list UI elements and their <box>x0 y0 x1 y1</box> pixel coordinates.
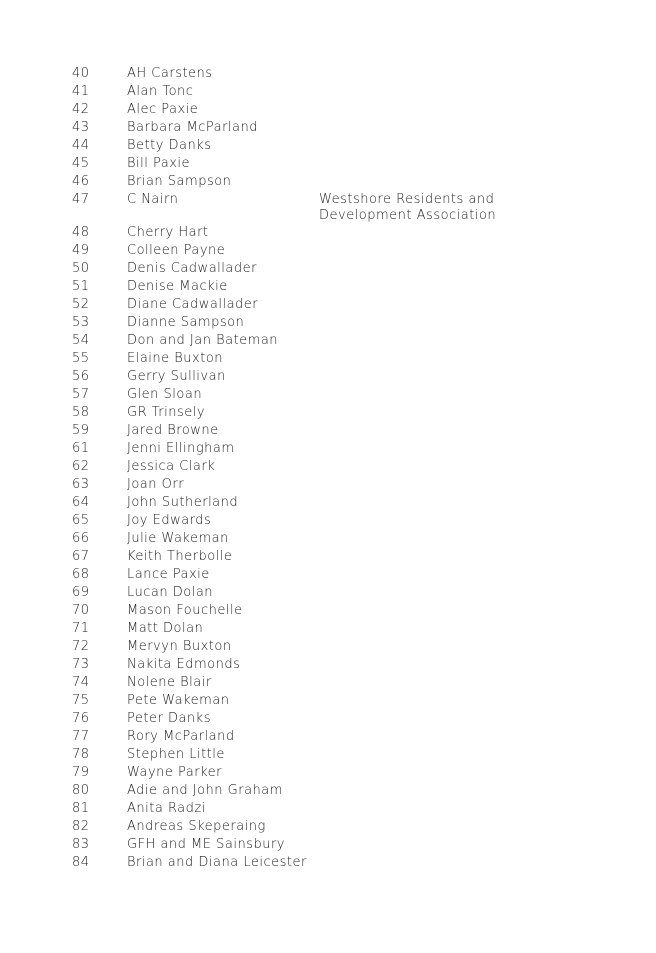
submission-number: 45 <box>72 156 90 171</box>
submitter-organisation <box>319 440 589 441</box>
submitter-row <box>0 854 656 872</box>
submitter-organisation <box>319 422 589 423</box>
submission-number: 68 <box>72 567 90 582</box>
submitter-organisation <box>319 746 589 747</box>
submitter-name: Mason Fouchelle <box>127 603 243 618</box>
submitter-row <box>0 710 656 728</box>
submitter-organisation <box>319 602 589 603</box>
submission-number: 56 <box>72 369 90 384</box>
submitter-name: Mervyn Buxton <box>127 639 232 654</box>
submitter-organisation <box>319 692 589 693</box>
submission-number: 73 <box>72 657 90 672</box>
submitter-organisation <box>319 512 589 513</box>
submission-number: 84 <box>72 855 90 870</box>
submitter-row <box>0 65 656 83</box>
submission-number: 71 <box>72 621 90 636</box>
submitter-row <box>0 173 656 191</box>
submitter-organisation <box>319 710 589 711</box>
submission-number: 78 <box>72 747 90 762</box>
submitter-organisation <box>319 260 589 261</box>
submitter-row <box>0 458 656 476</box>
submitter-organisation <box>319 494 589 495</box>
submitter-organisation <box>319 224 589 225</box>
submitter-organisation <box>319 173 589 174</box>
submitter-name: Jessica Clark <box>127 459 216 474</box>
submitter-name: Joy Edwards <box>127 513 212 528</box>
submission-number: 65 <box>72 513 90 528</box>
submitter-organisation <box>319 800 589 801</box>
submitter-name: Anita Radzi <box>127 801 206 816</box>
submitter-organisation <box>319 476 589 477</box>
submitter-row <box>0 638 656 656</box>
submitter-name: Denis Cadwallader <box>127 261 257 276</box>
submitter-row <box>0 119 656 137</box>
submitter-organisation <box>319 656 589 657</box>
submitter-row <box>0 101 656 119</box>
submission-number: 44 <box>72 138 90 153</box>
submitter-organisation <box>319 836 589 837</box>
submitter-name: Brian and Diana Leicester <box>127 855 307 870</box>
submitter-name: Joan Orr <box>127 477 185 492</box>
submitter-row <box>0 692 656 710</box>
submission-number: 72 <box>72 639 90 654</box>
submitter-row <box>0 728 656 746</box>
submitter-name: Nolene Blair <box>127 675 212 690</box>
submission-number: 82 <box>72 819 90 834</box>
submitter-name: Pete Wakeman <box>127 693 230 708</box>
submitter-name: Cherry Hart <box>127 225 209 240</box>
submitter-name: Brian Sampson <box>127 174 232 189</box>
submitter-name: Don and Jan Bateman <box>127 333 279 348</box>
submitter-name: Adie and John Graham <box>127 783 283 798</box>
submitter-organisation <box>319 404 589 405</box>
submitter-row <box>0 818 656 836</box>
submission-number: 43 <box>72 120 90 135</box>
submitter-row <box>0 494 656 512</box>
submitter-name: Glen Sloan <box>127 387 203 402</box>
submission-number: 50 <box>72 261 90 276</box>
submission-number: 74 <box>72 675 90 690</box>
submission-number: 79 <box>72 765 90 780</box>
submitter-row <box>0 476 656 494</box>
submission-number: 64 <box>72 495 90 510</box>
submitter-row <box>0 242 656 260</box>
submission-number: 80 <box>72 783 90 798</box>
submitter-organisation <box>319 137 589 138</box>
submission-number: 42 <box>72 102 90 117</box>
submitter-name: Alec Paxie <box>127 102 199 117</box>
submitter-row <box>0 530 656 548</box>
submitter-row <box>0 368 656 386</box>
submitter-organisation <box>319 854 589 855</box>
submitter-name: Wayne Parker <box>127 765 223 780</box>
submission-number: 52 <box>72 297 90 312</box>
submission-number: 51 <box>72 279 90 294</box>
submission-number: 47 <box>72 192 90 207</box>
submission-number: 66 <box>72 531 90 546</box>
submitter-row <box>0 404 656 422</box>
submission-number: 53 <box>72 315 90 330</box>
submitter-organisation <box>319 65 589 66</box>
submitter-row <box>0 566 656 584</box>
submission-number: 54 <box>72 333 90 348</box>
submitter-name: Diane Cadwallader <box>127 297 259 312</box>
submitter-name: Elaine Buxton <box>127 351 224 366</box>
submission-number: 41 <box>72 84 90 99</box>
submitter-name: Keith Therbolle <box>127 549 233 564</box>
submitter-name: Jenni Ellingham <box>127 441 235 456</box>
submission-number: 77 <box>72 729 90 744</box>
submission-number: 58 <box>72 405 90 420</box>
submitter-row <box>0 746 656 764</box>
submitter-name: Lucan Dolan <box>127 585 214 600</box>
submission-number: 63 <box>72 477 90 492</box>
submission-number: 46 <box>72 174 90 189</box>
submitter-name: Lance Paxie <box>127 567 210 582</box>
submitter-row <box>0 278 656 296</box>
submission-number: 49 <box>72 243 90 258</box>
submission-number: 62 <box>72 459 90 474</box>
submitter-organisation <box>319 368 589 369</box>
submitter-organisation <box>319 296 589 297</box>
submitter-organisation <box>319 530 589 531</box>
submitter-name: Julie Wakeman <box>127 531 229 546</box>
submission-number: 61 <box>72 441 90 456</box>
submission-number: 57 <box>72 387 90 402</box>
submitter-organisation <box>319 155 589 156</box>
submitter-organisation <box>319 119 589 120</box>
submitter-name: Betty Danks <box>127 138 212 153</box>
submitter-row <box>0 422 656 440</box>
submitter-organisation: Westshore Residents and Development Association <box>319 192 497 223</box>
submitter-organisation <box>319 638 589 639</box>
submitter-organisation <box>319 818 589 819</box>
submission-number: 75 <box>72 693 90 708</box>
submitter-row <box>0 332 656 350</box>
submitter-row <box>0 191 656 224</box>
submitter-row <box>0 512 656 530</box>
submission-number: 40 <box>72 66 90 81</box>
submitter-row <box>0 800 656 818</box>
submission-number: 69 <box>72 585 90 600</box>
submission-number: 48 <box>72 225 90 240</box>
submission-number: 67 <box>72 549 90 564</box>
submitter-row <box>0 296 656 314</box>
submitter-name: Matt Dolan <box>127 621 204 636</box>
submitter-row <box>0 155 656 173</box>
submitter-row <box>0 350 656 368</box>
submitter-name: John Sutherland <box>127 495 239 510</box>
submitter-name: GFH and ME Sainsbury <box>127 837 285 852</box>
submitter-name: Denise Mackie <box>127 279 228 294</box>
submitter-organisation <box>319 548 589 549</box>
submitter-row <box>0 548 656 566</box>
submitter-row <box>0 386 656 404</box>
submitter-row <box>0 674 656 692</box>
submitter-row <box>0 137 656 155</box>
submitter-row <box>0 620 656 638</box>
submitter-name: Bill Paxie <box>127 156 191 171</box>
submitter-row <box>0 656 656 674</box>
submitter-organisation <box>319 332 589 333</box>
submitter-name: Colleen Payne <box>127 243 226 258</box>
submitter-list <box>0 65 656 872</box>
submitter-organisation <box>319 764 589 765</box>
submitter-row <box>0 224 656 242</box>
submitter-organisation <box>319 242 589 243</box>
submitter-organisation <box>319 584 589 585</box>
submitter-row <box>0 584 656 602</box>
submitter-name: Andreas Skeperaing <box>127 819 266 834</box>
submitter-organisation <box>319 458 589 459</box>
submission-number: 59 <box>72 423 90 438</box>
submitter-organisation <box>319 386 589 387</box>
submission-number: 81 <box>72 801 90 816</box>
submission-number: 76 <box>72 711 90 726</box>
submitter-name: Nakita Edmonds <box>127 657 241 672</box>
submitter-row <box>0 440 656 458</box>
submitter-name: Alan Tonc <box>127 84 194 99</box>
submitter-name: Peter Danks <box>127 711 211 726</box>
submitter-organisation <box>319 782 589 783</box>
submitter-organisation <box>319 620 589 621</box>
submitter-organisation <box>319 350 589 351</box>
submitter-organisation <box>319 674 589 675</box>
submitter-row <box>0 782 656 800</box>
submission-number: 83 <box>72 837 90 852</box>
submitter-organisation <box>319 101 589 102</box>
submitter-organisation <box>319 728 589 729</box>
submitter-name: Jared Browne <box>127 423 219 438</box>
submitter-organisation <box>319 314 589 315</box>
submitter-name: GR Trinsely <box>127 405 206 420</box>
submitter-organisation <box>319 278 589 279</box>
submitter-name: Stephen Little <box>127 747 225 762</box>
submission-number: 55 <box>72 351 90 366</box>
submitter-name: Rory McParland <box>127 729 235 744</box>
submitter-name: C Nairn <box>127 192 179 207</box>
submitter-row <box>0 602 656 620</box>
submitter-row <box>0 764 656 782</box>
submitter-name: Barbara McParland <box>127 120 258 135</box>
submitter-row <box>0 314 656 332</box>
submitter-name: Gerry Sullivan <box>127 369 226 384</box>
submitter-row <box>0 836 656 854</box>
submission-number: 70 <box>72 603 90 618</box>
submitter-organisation <box>319 566 589 567</box>
submitter-rows <box>0 65 656 872</box>
submitter-row <box>0 83 656 101</box>
submitter-name: AH Carstens <box>127 66 213 81</box>
submitter-organisation <box>319 83 589 84</box>
submitter-name: Dianne Sampson <box>127 315 245 330</box>
submitter-row <box>0 260 656 278</box>
